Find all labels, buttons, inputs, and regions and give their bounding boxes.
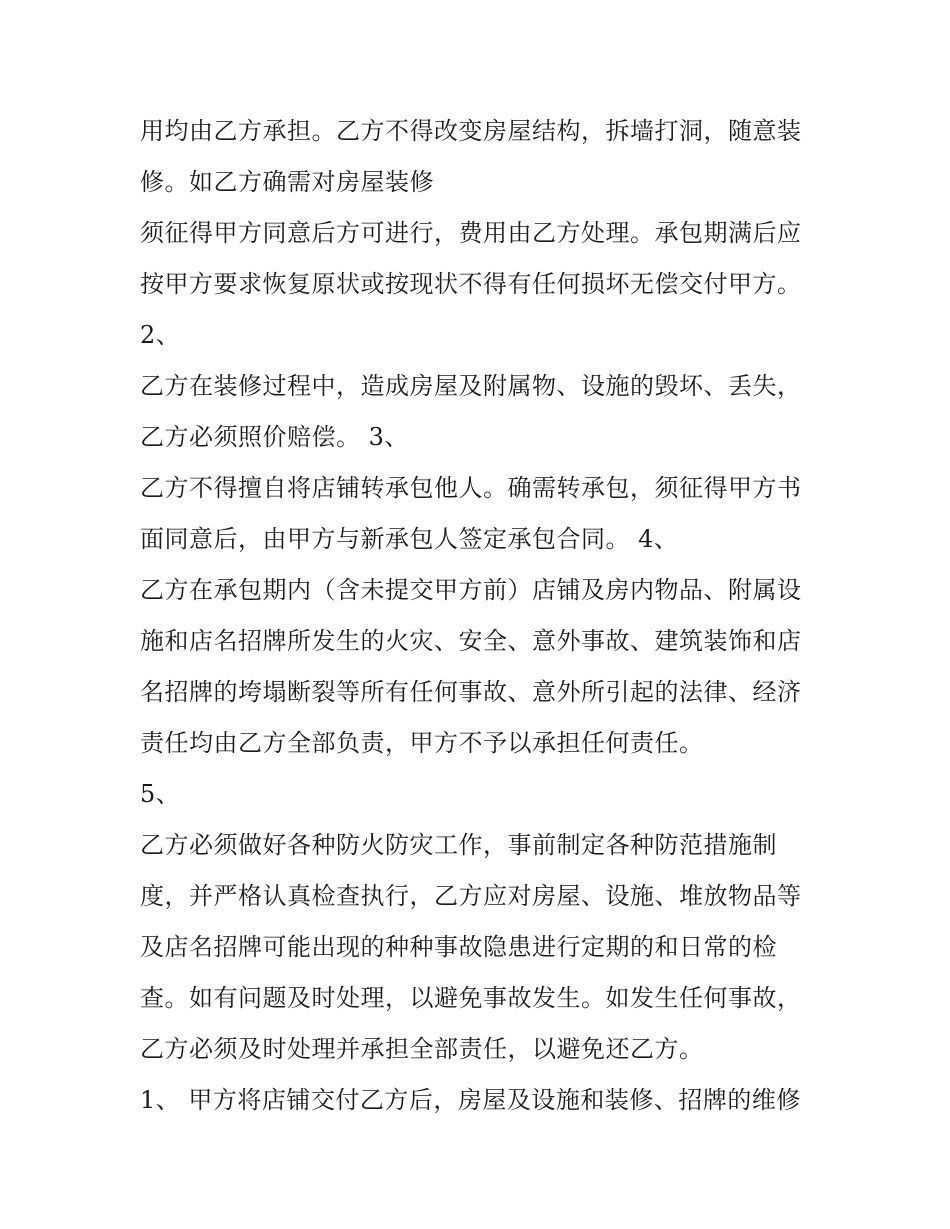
text-line: 责任均由乙方全部负责，甲方不予以承担任何责任。 [140,729,704,757]
text-line: 用均由乙方承担。乙方不得改变房屋结构，拆墙打洞，随意装 [140,117,802,145]
text-line: 及店名招牌可能出现的种种事故隐患进行定期的和日常的检 [140,933,777,961]
text-line: 乙方不得擅自将店铺转承包他人。确需转承包，须征得甲方书 [140,474,802,502]
text-line: 施和店名招牌所发生的火灾、安全、意外事故、建筑装饰和店 [140,627,802,655]
text-line: 度，并严格认真检查执行，乙方应对房屋、设施、堆放物品等 [140,882,802,910]
text-line: 面同意后，由甲方与新承包人签定承包合同。 4、 [140,525,679,553]
text-line: 乙方在装修过程中，造成房屋及附属物、设施的毁坏、丢失， [140,372,802,400]
text-line: 须征得甲方同意后方可进行，费用由乙方处理。承包期满后应 [140,219,802,247]
document-body [140,106,820,1126]
clause-number: 2、 [140,321,181,349]
text-line: 1、 甲方将店铺交付乙方后，房屋及设施和装修、招牌的维修 [140,1086,801,1114]
text-line: 乙方必须做好各种防火防灾工作，事前制定各种防范措施制 [140,831,777,859]
text-line: 按甲方要求恢复原状或按现状不得有任何损坏无偿交付甲方。 [140,270,802,298]
clause-number: 5、 [140,780,181,808]
text-line: 名招牌的垮塌断裂等所有任何事故、意外所引起的法律、经济 [140,678,802,706]
text-line: 乙方必须照价赔偿。 3、 [140,423,409,451]
text-line: 乙方必须及时处理并承担全部责任，以避免还乙方。 [140,1035,704,1063]
text-line: 修。如乙方确需对房屋装修 [140,168,434,196]
text-line: 乙方在承包期内（含未提交甲方前）店铺及房内物品、附属设 [140,576,802,604]
text-line: 查。如有问题及时处理，以避免事故发生。如发生任何事故， [140,984,802,1012]
